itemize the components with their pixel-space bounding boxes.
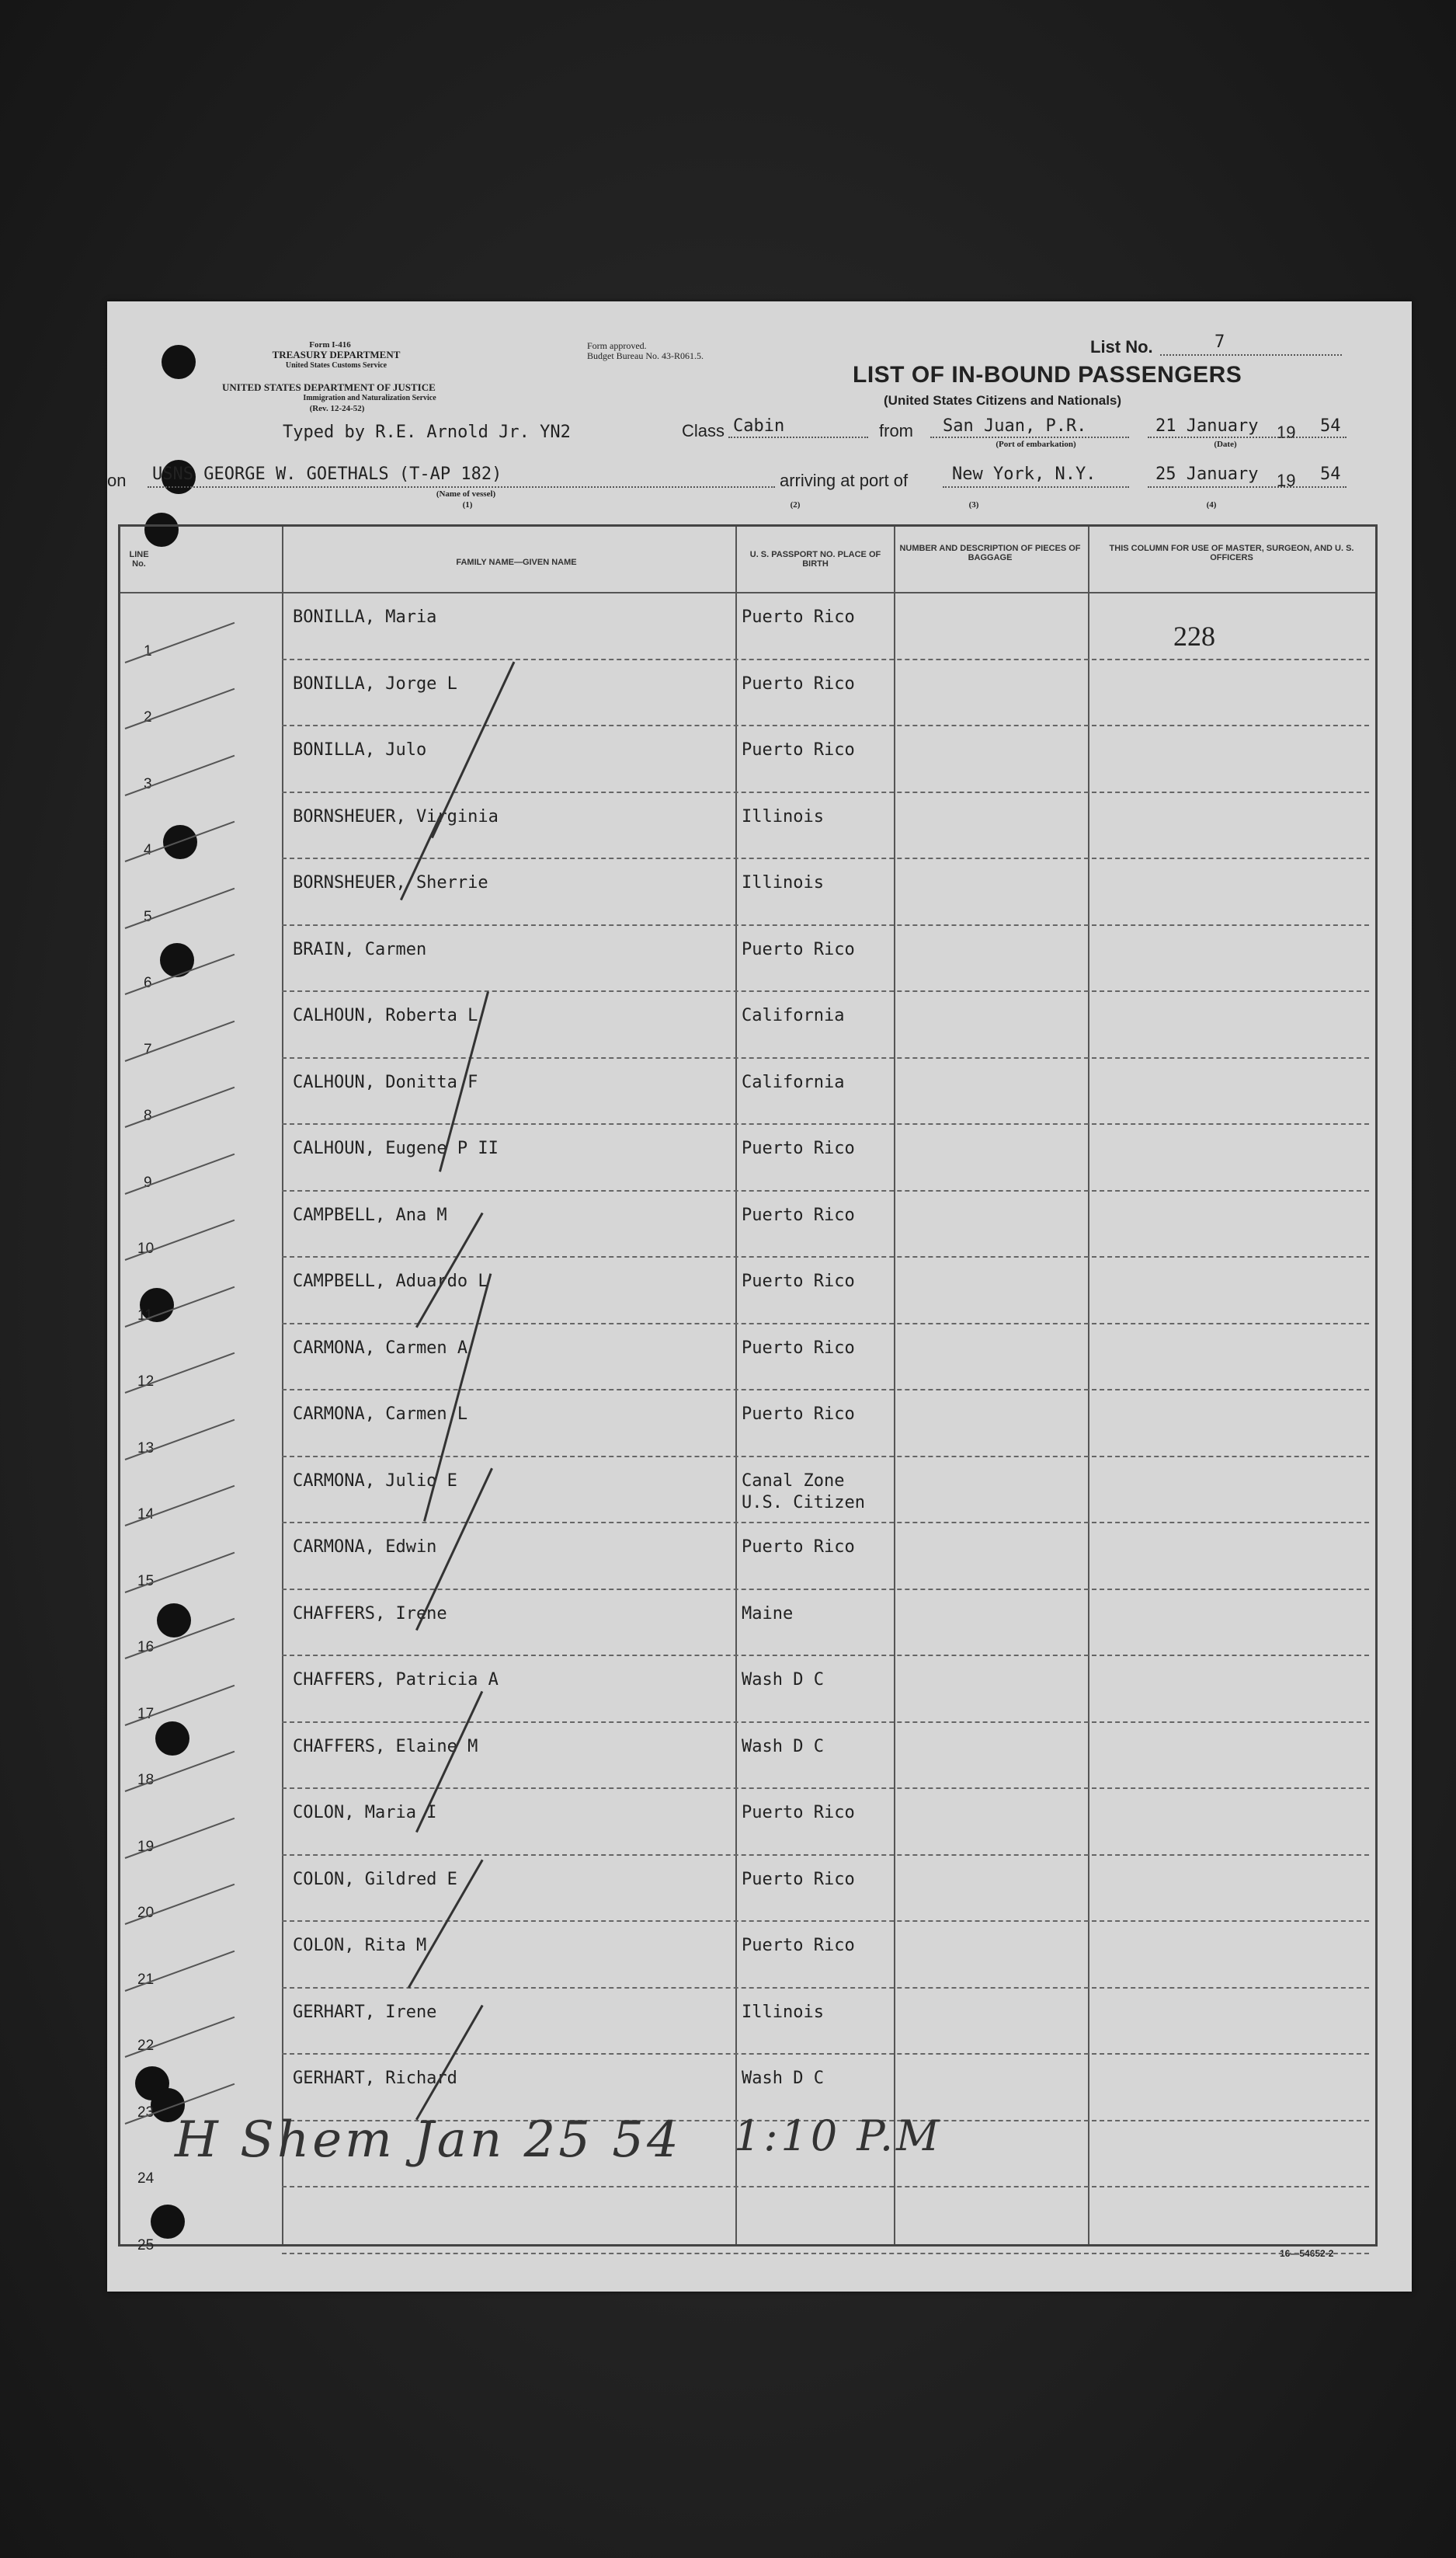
row-divider (282, 2253, 1369, 2254)
customs-service: United States Customs Service (285, 361, 387, 370)
row-divider (282, 792, 1369, 793)
passenger-name: BORNSHEUER, Virginia (293, 806, 499, 827)
list-label: List No. (1090, 337, 1153, 357)
line-number: 17 (137, 1705, 155, 1722)
line-number: 25 (137, 2236, 155, 2253)
form-number: Form I-416 (309, 340, 351, 350)
line-number: 12 (137, 1373, 155, 1390)
check-tick-mark (125, 1153, 235, 1194)
row-divider (282, 659, 1369, 660)
line-number: 10 (137, 1241, 155, 1257)
arrival-port: New York, N.Y. (952, 465, 1096, 484)
row-divider (282, 858, 1369, 859)
line-number: 4 (144, 842, 152, 858)
line-number: 15 (137, 1572, 155, 1589)
passenger-name: CHAFFERS, Elaine M (293, 1736, 478, 1756)
passenger-name: CARMONA, Julio E (293, 1470, 457, 1491)
place-of-birth: Canal Zone (742, 1470, 845, 1491)
row-divider (282, 924, 1369, 926)
row-divider (282, 1057, 1369, 1059)
passenger-name: BONILLA, Maria (293, 607, 437, 627)
line-number: 22 (137, 2038, 155, 2054)
passenger-name: BORNSHEUER, Sherrie (293, 873, 488, 893)
passenger-name: CALHOUN, Roberta L (293, 1006, 478, 1025)
col-birth: U. S. PASSPORT NO. PLACE OF BIRTH (749, 550, 881, 569)
col-2-number: (2) (790, 500, 801, 510)
line-number: 6 (144, 975, 152, 991)
embark-caption: (Port of embarkation) (996, 440, 1076, 449)
row-divider (282, 1256, 1369, 1258)
check-tick-mark (125, 621, 235, 663)
col-name: FAMILY NAME—GIVEN NAME (456, 558, 577, 567)
line-number: 1 (144, 642, 152, 660)
passenger-name: CARMONA, Carmen A (293, 1338, 468, 1358)
passenger-name: COLON, Maria I (293, 1803, 437, 1822)
line-number: 14 (137, 1506, 155, 1523)
place-of-birth: Puerto Rico (742, 673, 855, 694)
form-subtitle: (United States Citizens and Nationals) (884, 393, 1122, 408)
from-label: from (879, 421, 913, 440)
treasury-dept: TREASURY DEPARTMENT (272, 349, 401, 360)
col-4-number: (4) (1206, 500, 1217, 510)
line-number: 11 (137, 1307, 153, 1324)
check-tick-mark (125, 954, 235, 995)
place-of-birth: Illinois (742, 2002, 824, 2022)
passenger-name: CALHOUN, Donitta F (293, 1072, 478, 1092)
line-number: 7 (144, 1041, 152, 1058)
place-of-birth: Puerto Rico (742, 1404, 855, 1424)
row-divider (282, 1190, 1369, 1192)
embark-underline (930, 437, 1129, 438)
col-line-no: LINE No. (129, 550, 149, 569)
row-divider (282, 1323, 1369, 1324)
class-label: Class (682, 421, 725, 440)
line-number: 9 (144, 1174, 152, 1191)
row-divider (282, 725, 1369, 726)
line-number: 16 (137, 1639, 155, 1655)
row-divider (282, 1787, 1369, 1789)
place-of-birth: Puerto Rico (742, 1272, 855, 1291)
passenger-name: CHAFFERS, Irene (293, 1603, 447, 1624)
place-of-birth: Maine (742, 1603, 794, 1624)
line-number: 18 (137, 1772, 155, 1788)
list-number: 7 (1214, 332, 1225, 352)
col-officers: THIS COLUMN FOR USE OF MASTER, SURGEON, AND U. S. OFFICERS (1109, 544, 1354, 562)
justice-dept: UNITED STATES DEPARTMENT OF JUSTICE (222, 381, 436, 393)
row-divider (282, 1721, 1369, 1723)
row-divider (282, 1589, 1369, 1590)
place-of-birth: Wash D C (742, 1736, 824, 1756)
vessel-caption: (Name of vessel) (436, 489, 496, 499)
budget-bureau: Budget Bureau No. 43-R061.5. (587, 350, 704, 361)
passenger-name: GERHART, Irene (293, 2002, 437, 2022)
place-of-birth: Puerto Rico (742, 1936, 855, 1955)
vessel-name: USNS GEORGE W. GOETHALS (T-AP 182) (152, 465, 502, 484)
place-of-birth: Puerto Rico (742, 1205, 855, 1225)
place-of-birth: Puerto Rico (742, 1803, 855, 1822)
passenger-name: BONILLA, Jorge L (293, 673, 457, 694)
passenger-name: CARMONA, Edwin (293, 1537, 437, 1557)
place-of-birth: Puerto Rico (742, 740, 855, 760)
col-baggage: NUMBER AND DESCRIPTION OF PIECES OF BAGGAGE (899, 544, 1081, 562)
line-number: 23 (137, 2104, 155, 2121)
passenger-name: BONILLA, Julo (293, 740, 427, 760)
arrival-year-prefix: 19 (1277, 471, 1296, 490)
place-of-birth: Puerto Rico (742, 1139, 855, 1158)
inspector-signature: H Shem Jan 25 54 (175, 2111, 682, 2169)
depart-year: 54 (1320, 416, 1341, 436)
place-of-birth: Wash D C (742, 1670, 824, 1690)
row-divider (282, 1987, 1369, 1989)
date-caption: (Date) (1214, 440, 1237, 449)
passenger-name: CAMPBELL, Aduardo L (293, 1272, 488, 1291)
list-underline (1160, 354, 1342, 356)
on-label: on (107, 471, 127, 490)
line-number: 5 (144, 908, 152, 925)
vessel-underline (148, 486, 775, 488)
passenger-name: GERHART, Richard (293, 2069, 457, 2088)
passenger-name: COLON, Rita M (293, 1936, 427, 1955)
passenger-name: CALHOUN, Eugene P II (293, 1139, 499, 1158)
signature-time: 1:10 P.M (734, 2111, 943, 2160)
form-approved: Form approved. (587, 340, 647, 351)
check-tick-mark (125, 1020, 235, 1061)
passenger-table (118, 524, 1378, 2253)
form-title: LIST OF IN-BOUND PASSENGERS (853, 362, 1242, 388)
arriving-label: arriving at port of (780, 471, 909, 490)
arrival-underline (943, 486, 1129, 488)
typed-by: Typed by R.E. Arnold Jr. YN2 (283, 423, 571, 442)
row-divider (282, 1854, 1369, 1856)
ins-service: Immigration and Naturalization Service (303, 394, 436, 402)
line-number: 13 (137, 1439, 155, 1456)
punch-hole (162, 345, 196, 379)
row-divider (282, 1456, 1369, 1457)
row-divider (282, 1389, 1369, 1390)
row-divider (282, 1123, 1369, 1125)
line-number: 24 (137, 2170, 155, 2187)
arrival-year: 54 (1320, 465, 1341, 484)
line-number: 2 (144, 709, 152, 726)
handwritten-slash-mark (423, 1273, 492, 1522)
place-of-birth: Puerto Rico (742, 1338, 855, 1358)
place-of-birth: Illinois (742, 873, 824, 893)
passenger-name: CARMONA, Carmen L (293, 1404, 468, 1424)
row-divider (282, 2186, 1369, 2187)
line-number: 8 (144, 1108, 152, 1124)
arrival-date-underline (1148, 486, 1347, 488)
passenger-name: CHAFFERS, Patricia A (293, 1670, 499, 1690)
place-of-birth: California (742, 1006, 845, 1025)
place-of-birth: Illinois (742, 806, 824, 827)
check-tick-mark (125, 688, 235, 729)
depart-year-prefix: 19 (1277, 423, 1296, 442)
depart-underline (1148, 437, 1347, 438)
class-value: Cabin (733, 416, 785, 436)
place-of-birth: Puerto Rico (742, 1869, 855, 1889)
passenger-name: COLON, Gildred E (293, 1869, 457, 1889)
handwritten-slash-mark (415, 2005, 484, 2121)
line-number: 19 (137, 1838, 155, 1855)
row-divider (282, 1655, 1369, 1656)
class-underline (728, 437, 868, 438)
footer-code: 16—54652-2 (1280, 2248, 1334, 2259)
place-of-birth-note: U.S. Citizen (742, 1492, 865, 1512)
place-of-birth: Puerto Rico (742, 939, 855, 959)
place-of-birth: Wash D C (742, 2069, 824, 2088)
place-of-birth: Puerto Rico (742, 1537, 855, 1557)
check-tick-mark (125, 821, 235, 862)
line-number: 3 (144, 775, 152, 792)
col-3-number: (3) (968, 500, 979, 510)
officer-note: 228 (1173, 621, 1215, 652)
check-tick-mark (125, 754, 235, 795)
passenger-name: BRAIN, Carmen (293, 939, 427, 959)
row-divider (282, 1522, 1369, 1523)
form-revision: (Rev. 12-24-52) (309, 404, 365, 413)
check-tick-mark (125, 1087, 235, 1128)
row-divider (282, 990, 1369, 992)
row-divider (282, 2053, 1369, 2055)
place-of-birth: California (742, 1072, 845, 1092)
line-number: 21 (137, 1971, 155, 1988)
line-number: 20 (137, 1905, 155, 1921)
embark-port: San Juan, P.R. (943, 416, 1087, 436)
depart-date: 21 January (1155, 416, 1259, 436)
handwritten-slash-mark (415, 1213, 484, 1328)
check-tick-mark (125, 887, 235, 928)
vessel-col-number: (1) (462, 500, 473, 510)
passenger-name: CAMPBELL, Ana M (293, 1205, 447, 1225)
arrival-date: 25 January (1155, 465, 1259, 484)
place-of-birth: Puerto Rico (742, 607, 855, 627)
handwritten-slash-mark (415, 1691, 483, 1833)
